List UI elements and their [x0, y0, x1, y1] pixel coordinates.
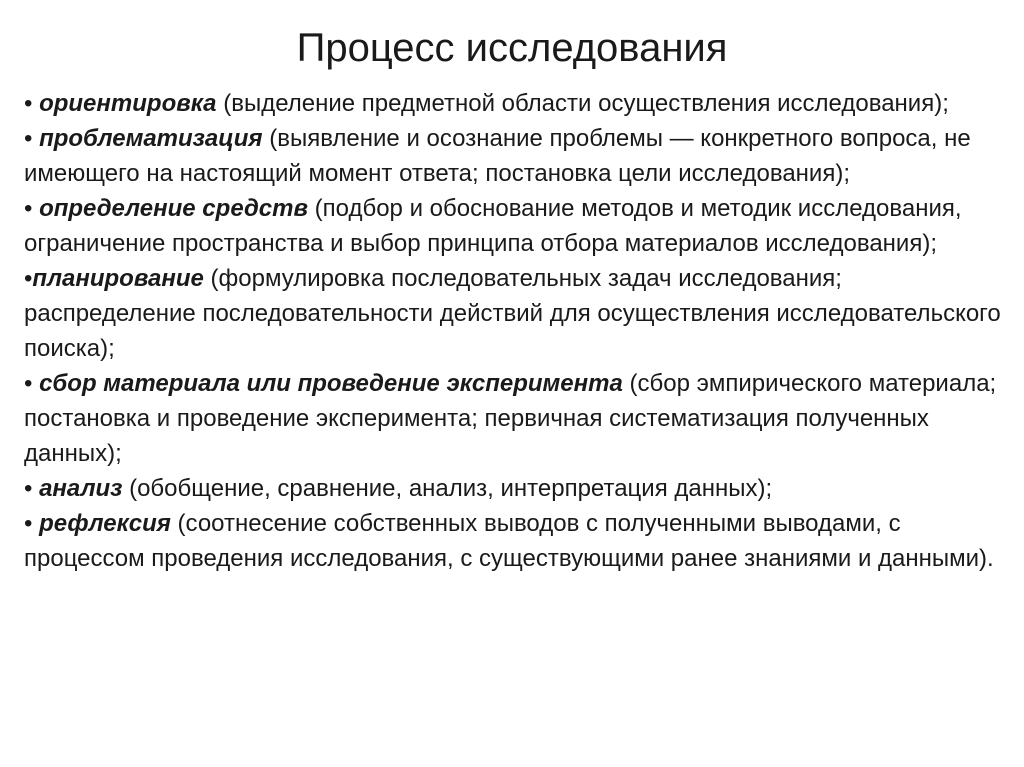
process-list — [24, 86, 1004, 576]
slide-title: Процесс исследования — [296, 26, 728, 70]
bullet: • — [24, 90, 40, 117]
list-item-data-collection — [24, 366, 1004, 471]
item-description: (формулировка последовательных задач исследования; распределение последовательности действий для осуществления исследовательского поиска); — [24, 265, 1001, 362]
item-term: определение средств — [39, 195, 308, 222]
item-description: (выявление и осознание проблемы — конкретного вопроса, не имеющего на настоящий момент ответа; постановка цели исследования); — [24, 125, 971, 187]
item-description: (обобщение, сравнение, анализ, интерпретация данных); — [122, 475, 773, 502]
list-item-problematization — [24, 121, 1004, 191]
item-term: планирование — [32, 265, 204, 292]
item-description: (подбор и обоснование методов и методик исследования, ограничение пространства и выбор принципа отбора материалов исследования); — [24, 195, 962, 257]
list-item-reflection — [24, 506, 1004, 576]
bullet: • — [24, 475, 40, 502]
bullet: • — [24, 195, 40, 222]
bullet: • — [24, 510, 40, 537]
item-term: проблематизация — [39, 125, 263, 152]
item-description: (соотнесение собственных выводов с полученными выводами, с процессом проведения исследования, с существующими ранее знаниями и данными). — [24, 510, 994, 572]
item-term: сбор материала или проведение эксперимента — [39, 370, 623, 397]
bullet: • — [24, 370, 40, 397]
bullet: • — [24, 265, 33, 292]
list-item-analysis — [24, 471, 1004, 506]
list-item-means — [24, 191, 1004, 261]
item-term: рефлексия — [39, 510, 171, 537]
item-description: (выделение предметной области осуществления исследования); — [216, 90, 949, 117]
list-item-orientation — [24, 86, 1004, 121]
bullet: • — [24, 125, 40, 152]
item-description: (сбор эмпирического материала; постановка и проведение эксперимента; первичная систематизация полученных данных); — [24, 370, 997, 467]
item-term: анализ — [39, 475, 123, 502]
list-item-planning — [24, 261, 1004, 366]
item-term: ориентировка — [39, 90, 217, 117]
